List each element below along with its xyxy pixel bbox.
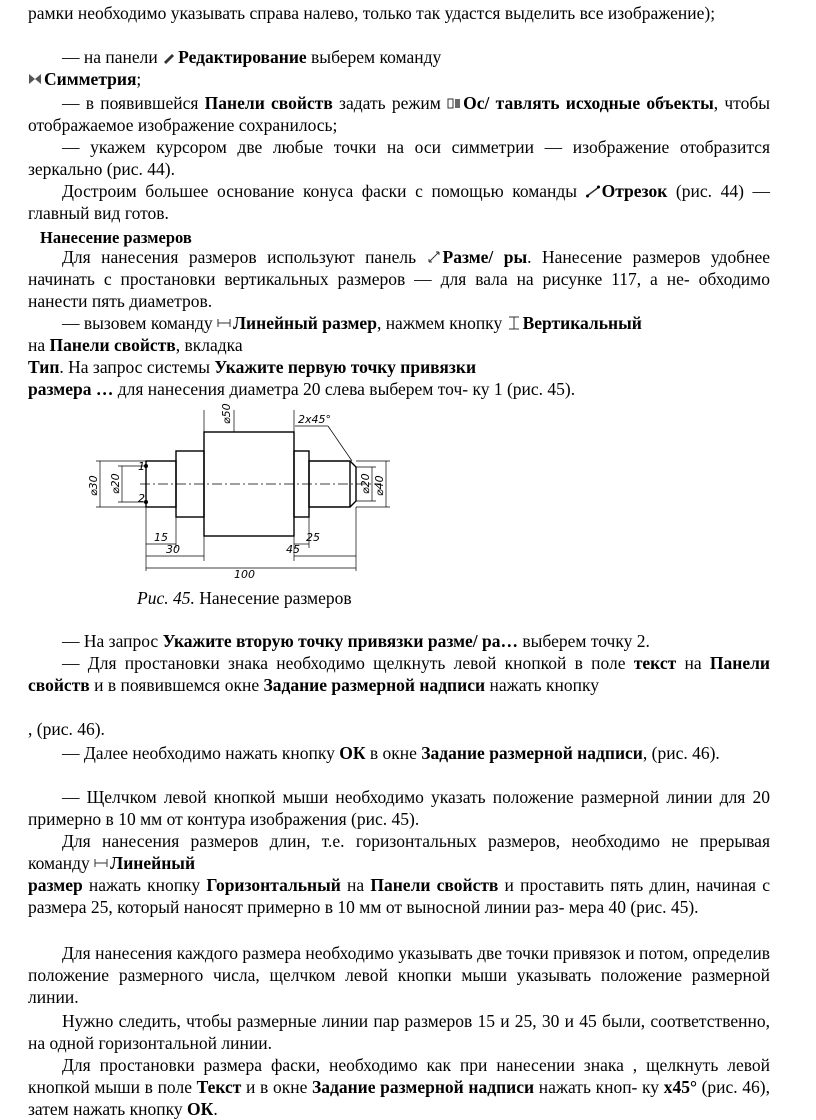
dim-d50: ⌀50	[220, 403, 233, 424]
para-7: Для нанесения размеров используют панель Разме/ ры. Нанесение размеров удобнее начинать с простановки вертикальных размеров — для вала на рисунке 117, а не- обходимо нанести пять диаметров.	[28, 247, 770, 311]
dim-d20-right: ⌀20	[359, 473, 372, 494]
dim-45: 45	[286, 543, 300, 556]
keep-original-icon	[447, 96, 461, 110]
para-6: Достроим большее основание конуса фаски с помощью команды Отрезок (рис. 44) — главный вид готов.	[28, 181, 770, 223]
para-18: Для нанесения каждого размера необходимо указывать две точки привязок и потом, определив положение размерного числа, щелчком левой кнопки мыши указывать положение размерной линии.	[28, 943, 770, 1007]
point-2: 2	[138, 492, 145, 505]
para-8b: на Панели свойств, вкладка	[28, 335, 243, 355]
segment-icon	[586, 184, 600, 198]
dim-d40: ⌀40	[373, 475, 386, 496]
para-4: — в появившейся Панели свойств задать режим Ос/ тавлять исходные объекты, чтобы отображаемое изображение сохранилось;	[28, 93, 771, 135]
para-5: — укажем курсором две любые точки на оси симметрии — изображение отобразится зеркально (рис. 44).	[28, 137, 770, 179]
figure-caption: Рис. 45. Нанесение размеров	[137, 588, 352, 608]
linear-dimension-icon	[217, 316, 231, 330]
para-15: — Щелчком левой кнопкой мыши необходимо указать положение размерной линии для 20 примерно в 10 мм от контура изображения (рис. 45).	[28, 787, 770, 829]
dim-30: 30	[166, 543, 180, 556]
linear-icon	[94, 856, 108, 870]
vertical-icon	[507, 316, 521, 330]
dimensions-icon	[427, 250, 441, 264]
para-11: — На запрос Укажите вторую точку привязки разме/ ра… выберем точку 2.	[62, 631, 650, 651]
para-12: — Для простановки знака необходимо щелкнуть левой кнопкой в поле текст на Панели свойств и в появившемся окне Задание размерной надписи нажать кнопку	[28, 653, 770, 695]
shaft-drawing	[80, 396, 410, 586]
dim-15: 15	[154, 531, 168, 544]
para-16: Для нанесения размеров длин, т.е. горизонтальных размеров, необходимо не прерывая команду Линейный	[28, 831, 770, 873]
para-17: размер нажать кнопку Горизонтальный на Панели свойств и проставить пять длин, начиная с размера 25, который наносят примерно в 10 мм от выносной линии раз- мера 40 (рис. 45).	[28, 875, 771, 917]
para-8: — вызовем команду Линейный размер, нажмем кнопку Вертикальный	[62, 313, 642, 333]
dim-chamfer: 2x45°	[298, 413, 332, 426]
dim-100: 100	[234, 568, 255, 581]
dim-d20-left: ⌀20	[109, 473, 122, 494]
para-10: размера … для нанесения диаметра 20 слева выберем точ- ку 1 (рис. 45).	[28, 379, 576, 399]
symmetry-icon	[28, 72, 42, 86]
para-2: — на панели Редактирование выберем команду	[62, 47, 442, 67]
para-20: Для простановки размера фаски, необходимо как при нанесении знака , щелкнуть левой кнопкой мыши в поле Текст и в окне Задание размерной надписи нажать кноп- ку x45° (рис. 46), затем нажать кнопку ОК.	[28, 1055, 771, 1119]
dim-d30: ⌀30	[87, 475, 100, 496]
para-9: Тип. На запрос системы Укажите первую точку привязки	[28, 357, 477, 377]
para-14: — Далее необходимо нажать кнопку ОК в окне Задание размерной надписи, (рис. 46).	[62, 743, 720, 763]
edit-icon	[162, 50, 176, 64]
para-1: рамки необходимо указывать справа налево, только так удастся выделить все изображение);	[28, 3, 716, 23]
dim-25: 25	[306, 531, 320, 544]
point-1: 1	[138, 460, 145, 473]
para-3: Симметрия;	[28, 68, 770, 90]
para-13: , (рис. 46).	[28, 719, 105, 739]
para-19: Нужно следить, чтобы размерные линии пар размеров 15 и 25, 30 и 45 были, соответственно, на одной горизонтальной линии.	[28, 1011, 770, 1053]
section-heading: Нанесение размеров	[40, 228, 192, 247]
